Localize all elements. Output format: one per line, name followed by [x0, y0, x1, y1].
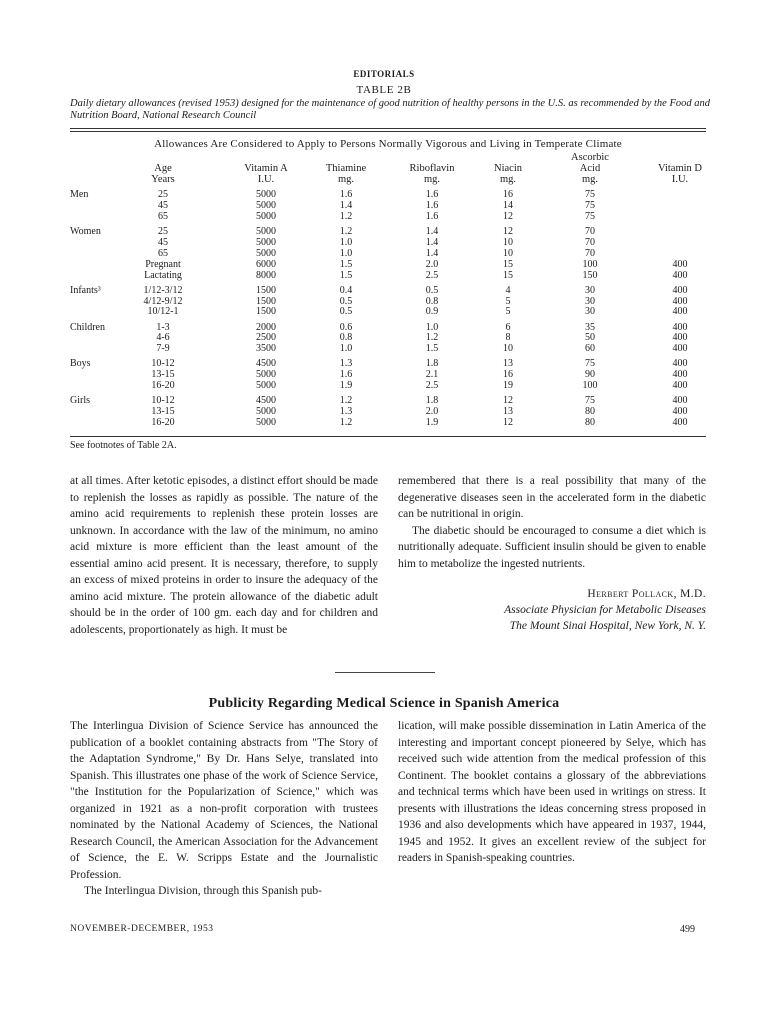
table-cell: 4500: [256, 395, 276, 407]
article-paragraph: lication, will make possible dissemination in Latin America of the interesting and important concept pioneered by Selye, which has received such wide attention from the medical profession of this Continent. The booklet contains a glossary of the abbreviations and technical terms which have been used in writings on stress. It presents with illustrations the ideas concerning stress proposed in 1936 and also developments which have appeared in 1937, 1944, 1945 and 1952. It gives an excellent review of the subject for readers in Spanish-speaking countries.: [398, 720, 706, 864]
table-cell: 0.8: [339, 332, 353, 344]
age-cell: Pregnant: [145, 258, 181, 270]
table-cell: 14: [503, 199, 513, 211]
table-cell: 13: [503, 406, 513, 418]
table-cell: 1.6: [425, 189, 439, 200]
table-cell: 75: [585, 210, 595, 222]
table-cell: 16: [503, 189, 513, 200]
table-cell: 12: [503, 395, 513, 407]
table-cell: 15: [503, 269, 513, 281]
table-heading: Allowances Are Considered to Apply to Persons Normally Vigorous and Living in Temperate Climate: [154, 138, 622, 150]
table-cell: 0.5: [339, 306, 353, 318]
article-right-column: [398, 718, 706, 867]
page-number: 499: [680, 924, 695, 935]
table-cell: 0.5: [339, 295, 353, 307]
age-cell: 16-20: [151, 417, 175, 429]
table-cell: 70: [585, 225, 595, 237]
group-label: Girls: [70, 395, 90, 407]
group-label: Women: [70, 225, 101, 237]
table-cell: 5000: [256, 380, 276, 392]
table-cell: 1.5: [339, 269, 353, 281]
table-cell: 2000: [256, 321, 276, 333]
table-cell: 70: [585, 236, 595, 248]
table-cell: 1.6: [339, 369, 353, 381]
table-cell: 0.4: [339, 284, 353, 296]
table-cell: 400: [672, 284, 688, 296]
table-cell: 5000: [256, 247, 276, 259]
editorial-left-column: [70, 473, 378, 638]
table-cell: 8000: [256, 269, 276, 281]
table-cell: 1.2: [339, 210, 353, 222]
table-cell: 19: [503, 380, 513, 392]
table-bottom-rule: [70, 436, 706, 437]
age-cell: 25: [158, 189, 168, 200]
table-cell: 80: [585, 417, 595, 429]
table-footnote: See footnotes of Table 2A.: [70, 440, 177, 451]
table-cell: 3500: [256, 343, 276, 355]
table-cell: 2.1: [425, 369, 439, 381]
table-cell: 5000: [256, 417, 276, 429]
table-cell: 400: [672, 258, 688, 270]
table-cell: 2500: [256, 332, 276, 344]
table-cell: 1.6: [339, 189, 353, 200]
table-top-rule: [70, 128, 706, 129]
table-cell: 1.2: [339, 395, 353, 407]
age-cell: 13-15: [151, 406, 175, 418]
table-cell: 1.4: [425, 236, 439, 248]
table-top-rule-2: [70, 131, 706, 132]
table-cell: 1.5: [425, 343, 439, 355]
age-cell: 1/12-3/12: [143, 284, 183, 296]
table-cell: 10: [503, 343, 513, 355]
table-cell: 1.5: [339, 258, 353, 270]
table-cell: 400: [672, 269, 688, 281]
table-cell: 90: [585, 369, 595, 381]
table-cell: 6000: [256, 258, 276, 270]
age-cell: 45: [158, 236, 168, 248]
article-paragraph: The Interlingua Division of Science Service has announced the publication of a booklet containing abstracts from "The Story of the Adaptation Syndrome," By Dr. Hans Selye, translated into Spanish. This illustrates one phase of the work of Science Service, "the Institution for the Popularization of Science," which was organized in 1921 as a non-profit corporation with trustees nominated by the National Academy of Sciences, the National Research Council, the American Association for the Advancement of Science, the E. W. Scripps Estate and the Journalistic Profession.: [70, 720, 378, 881]
table-cell: 70: [585, 247, 595, 259]
table-cell: 5000: [256, 369, 276, 381]
age-cell: 13-15: [151, 369, 175, 381]
age-cell: 10/12-1: [147, 306, 179, 318]
age-cell: 1-3: [156, 321, 170, 333]
table-cell: 1.8: [425, 358, 439, 370]
table-cell: 5: [505, 306, 511, 318]
table-cell: 4500: [256, 358, 276, 370]
table-cell: 1.9: [339, 380, 353, 392]
article-title: Publicity Regarding Medical Science in Spanish America: [208, 696, 560, 711]
section-divider: [335, 672, 435, 673]
column-header: Riboflavin mg.: [409, 163, 455, 185]
table-cell: 2.0: [425, 258, 439, 270]
age-cell: 25: [158, 225, 168, 237]
age-cell: 4/12-9/12: [143, 295, 183, 307]
table-cell: 400: [672, 358, 688, 370]
table-cell: 1.6: [425, 210, 439, 222]
table-cell: 75: [585, 199, 595, 211]
table-cell: 1500: [256, 284, 276, 296]
table-cell: 1.2: [339, 225, 353, 237]
table-cell: 80: [585, 406, 595, 418]
column-header: Thiamine mg.: [325, 163, 367, 185]
table-cell: 400: [672, 369, 688, 381]
table-cell: 5: [505, 295, 511, 307]
author-name: Herbert Pollack, M.D.: [587, 588, 706, 600]
editorial-paragraph: at all times. After ketotic episodes, a distinct effort should be made to replenish the losses as rapidly as possible. The nature of the amino acid requirements to replenish these protein losses are unknown. In accordance with the law of the minimum, no amino acid mixture is more efficient than the least amount of the essential amino acid present. It is necessary, therefore, to supply an excess of mixed proteins in order to insure the adequacy of the amino acid mixture. The protein allowance of the diabetic adult should be in the order of 100 gm. each day and for children and adolescents, proportionately as high. It must be: [70, 475, 378, 636]
age-cell: 45: [158, 199, 168, 211]
table-cell: 4: [505, 284, 511, 296]
table-cell: 75: [585, 395, 595, 407]
table-cell: 1500: [256, 306, 276, 318]
table-cell: 1.3: [339, 358, 353, 370]
article-left-column: [70, 718, 378, 900]
table-cell: 13: [503, 358, 513, 370]
table-cell: 400: [672, 332, 688, 344]
editorial-paragraph: The diabetic should be encouraged to consume a diet which is nutritionally adequate. Sufficient insulin should be given to enable him to metabolize the ingested nutrients.: [398, 524, 706, 570]
table-cell: 2.0: [425, 406, 439, 418]
table-cell: 400: [672, 343, 688, 355]
column-header: Age Years: [151, 163, 175, 185]
table-cell: 400: [672, 417, 688, 429]
author-affiliation: The Mount Sinai Hospital, New York, N. Y.: [509, 620, 706, 632]
table-cell: 75: [585, 189, 595, 200]
table-cell: 150: [582, 269, 598, 281]
table-cell: 400: [672, 321, 688, 333]
table-cell: 1.2: [425, 332, 439, 344]
table-cell: 1.0: [339, 236, 353, 248]
table-cell: 1.9: [425, 417, 439, 429]
column-header: Vitamin A I.U.: [244, 163, 288, 185]
age-cell: 4-6: [156, 332, 170, 344]
table-cell: 5000: [256, 199, 276, 211]
table-cell: 0.8: [425, 295, 439, 307]
table-cell: 400: [672, 380, 688, 392]
age-cell: 10-12: [151, 395, 175, 407]
table-cell: 5000: [256, 189, 276, 200]
table-cell: 1.0: [339, 343, 353, 355]
table-cell: 2.5: [425, 269, 439, 281]
table-cell: 30: [585, 284, 595, 296]
table-cell: 1.6: [425, 199, 439, 211]
age-cell: 65: [158, 210, 168, 222]
table-cell: 0.6: [339, 321, 353, 333]
table-cell: 1.0: [425, 321, 439, 333]
group-label: Boys: [70, 358, 91, 370]
table-caption: Daily dietary allowances (revised 1953) designed for the maintenance of good nutrition of healthy persons in the U.S. as recommended by the Food and Nutrition Board, National Research Council: [70, 98, 710, 121]
table-cell: 400: [672, 306, 688, 318]
article-paragraph: The Interlingua Division, through this Spanish pub-: [84, 885, 322, 897]
section-label: EDITORIALS: [353, 69, 415, 79]
table-cell: 6: [505, 321, 511, 333]
editorial-paragraph: remembered that there is a real possibility that many of the degenerative diseases seen in the accelerated form in the diabetic can be nutritional in origin.: [398, 475, 706, 520]
table-cell: 8: [505, 332, 511, 344]
table-cell: 50: [585, 332, 595, 344]
table-cell: 10: [503, 247, 513, 259]
age-cell: 7-9: [156, 343, 170, 355]
age-cell: 10-12: [151, 358, 175, 370]
column-header: Ascorbic Acid mg.: [571, 152, 609, 185]
table-cell: 1500: [256, 295, 276, 307]
group-label: Children: [70, 321, 105, 333]
table-cell: 1.3: [339, 406, 353, 418]
column-header: Niacin mg.: [494, 163, 522, 185]
table-cell: 1.4: [425, 247, 439, 259]
table-cell: 16: [503, 369, 513, 381]
age-cell: 16-20: [151, 380, 175, 392]
table-cell: 12: [503, 210, 513, 222]
table-cell: 12: [503, 417, 513, 429]
table-cell: 0.5: [425, 284, 439, 296]
table-cell: 1.4: [339, 199, 353, 211]
editorial-right-column: [398, 473, 706, 634]
table-cell: 400: [672, 395, 688, 407]
table-cell: 1.4: [425, 225, 439, 237]
table-cell: 5000: [256, 225, 276, 237]
group-label: Men: [70, 189, 89, 200]
table-cell: 100: [582, 258, 598, 270]
table-cell: 15: [503, 258, 513, 270]
table-cell: 400: [672, 406, 688, 418]
table-cell: 0.9: [425, 306, 439, 318]
column-header: Vitamin D I.U.: [658, 163, 702, 185]
table-cell: 1.8: [425, 395, 439, 407]
table-cell: 2.5: [425, 380, 439, 392]
table-cell: 60: [585, 343, 595, 355]
table-cell: 100: [582, 380, 598, 392]
age-cell: 65: [158, 247, 168, 259]
table-cell: 5000: [256, 406, 276, 418]
table-cell: 35: [585, 321, 595, 333]
table-cell: 30: [585, 295, 595, 307]
table-cell: 30: [585, 306, 595, 318]
footer-issue: NOVEMBER-DECEMBER, 1953: [70, 924, 214, 934]
age-cell: Lactating: [144, 269, 182, 281]
table-cell: 12: [503, 225, 513, 237]
table-cell: 1.2: [339, 417, 353, 429]
table-cell: 10: [503, 236, 513, 248]
table-cell: 5000: [256, 236, 276, 248]
table-cell: 5000: [256, 210, 276, 222]
table-cell: 1.0: [339, 247, 353, 259]
table-title: TABLE 2B: [356, 84, 412, 96]
table-cell: 400: [672, 295, 688, 307]
signature-block: [398, 586, 706, 634]
group-label: Infants³: [70, 284, 101, 296]
author-title: Associate Physician for Metabolic Diseases: [504, 604, 706, 616]
table-cell: 75: [585, 358, 595, 370]
